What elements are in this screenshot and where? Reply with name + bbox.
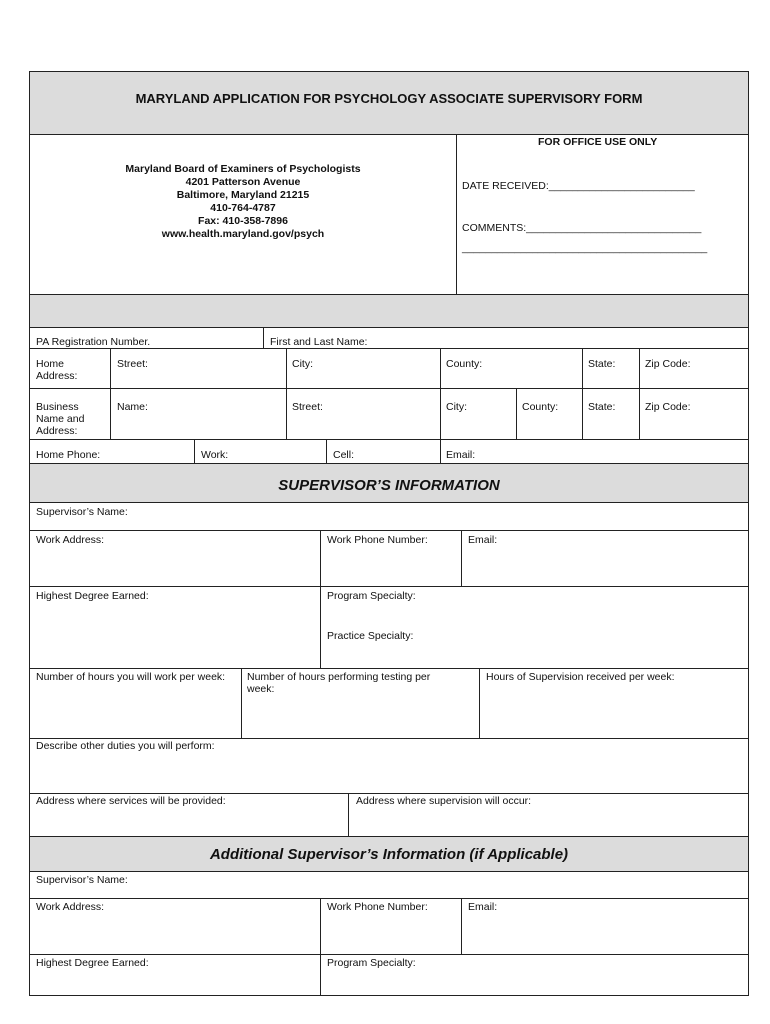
business-state-field[interactable]: State: [588, 401, 616, 413]
comments-field[interactable]: COMMENTS:______________________________ [462, 222, 702, 234]
supervisor-name-field[interactable]: Supervisor’s Name: [36, 506, 128, 518]
office-use-heading: FOR OFFICE USE ONLY [538, 136, 658, 148]
supervisory-form [29, 71, 749, 996]
first-last-name-field[interactable]: First and Last Name: [270, 336, 368, 348]
business-zip-field[interactable]: Zip Code: [645, 401, 691, 413]
date-received-field[interactable]: DATE RECEIVED:_________________________ [462, 180, 695, 192]
home-phone-field[interactable]: Home Phone: [36, 449, 101, 461]
additional-email-field[interactable]: Email: [468, 901, 498, 913]
business-name-field[interactable]: Name: [117, 401, 148, 413]
home-street-field[interactable]: Street: [117, 358, 148, 370]
hours-testing-field[interactable]: Number of hours performing testing per week: [247, 671, 431, 695]
additional-degree-field[interactable]: Highest Degree Earned: [36, 957, 149, 969]
supervisor-email-field[interactable]: Email: [468, 534, 498, 546]
board-phone: 410-764-4787 [210, 202, 276, 214]
home-zip-field[interactable]: Zip Code: [645, 358, 691, 370]
cell-phone-field[interactable]: Cell: [333, 449, 355, 461]
additional-work-address-field[interactable]: Work Address: [36, 901, 105, 913]
business-county-field[interactable]: County: [522, 401, 559, 413]
board-website: www.health.maryland.gov/psych [161, 228, 325, 240]
comments-line-2[interactable]: __________________________________________ [462, 242, 708, 254]
work-phone-field[interactable]: Work: [201, 449, 229, 461]
board-city: Baltimore, Maryland 21215 [176, 189, 310, 201]
pa-registration-field[interactable]: PA Registration Number. [36, 336, 151, 348]
home-address-label: Home Address: [36, 358, 78, 382]
home-state-field[interactable]: State: [588, 358, 616, 370]
board-name: Maryland Board of Examiners of Psychologists [125, 163, 361, 175]
additional-work-phone-field[interactable]: Work Phone Number: [327, 901, 428, 913]
board-fax: Fax: 410-358-7896 [198, 215, 288, 227]
applicant-email-field[interactable]: Email: [446, 449, 476, 461]
business-street-field[interactable]: Street: [292, 401, 323, 413]
additional-supervisor-name-field[interactable]: Supervisor’s Name: [36, 874, 128, 886]
home-county-field[interactable]: County: [446, 358, 483, 370]
form-title: MARYLAND APPLICATION FOR PSYCHOLOGY ASSOCIATE SUPERVISORY FORM [135, 91, 643, 106]
supervision-address-field[interactable]: Address where supervision will occur: [356, 795, 532, 807]
services-address-field[interactable]: Address where services will be provided: [36, 795, 226, 807]
supervisor-heading: SUPERVISOR’S INFORMATION [278, 477, 500, 494]
board-street: 4201 Patterson Avenue [185, 176, 301, 188]
supervisor-program-field[interactable]: Program Specialty: [327, 590, 416, 602]
supervisor-work-address-field[interactable]: Work Address: [36, 534, 105, 546]
other-duties-field[interactable]: Describe other duties you will perform: [36, 740, 215, 752]
supervisor-degree-field[interactable]: Highest Degree Earned: [36, 590, 149, 602]
business-label: Business Name and Address: [36, 401, 85, 437]
supervisor-work-phone-field[interactable]: Work Phone Number: [327, 534, 428, 546]
business-city-field[interactable]: City: [446, 401, 467, 413]
applicant-band [30, 295, 748, 327]
home-city-field[interactable]: City: [292, 358, 313, 370]
supervisor-practice-field[interactable]: Practice Specialty: [327, 630, 414, 642]
additional-program-field[interactable]: Program Specialty: [327, 957, 416, 969]
hours-work-field[interactable]: Number of hours you will work per week: [36, 671, 226, 683]
board-address [30, 163, 456, 241]
additional-heading: Additional Supervisor’s Information (if Applicable) [209, 846, 569, 863]
hours-supervision-field[interactable]: Hours of Supervision received per week: [486, 671, 675, 683]
